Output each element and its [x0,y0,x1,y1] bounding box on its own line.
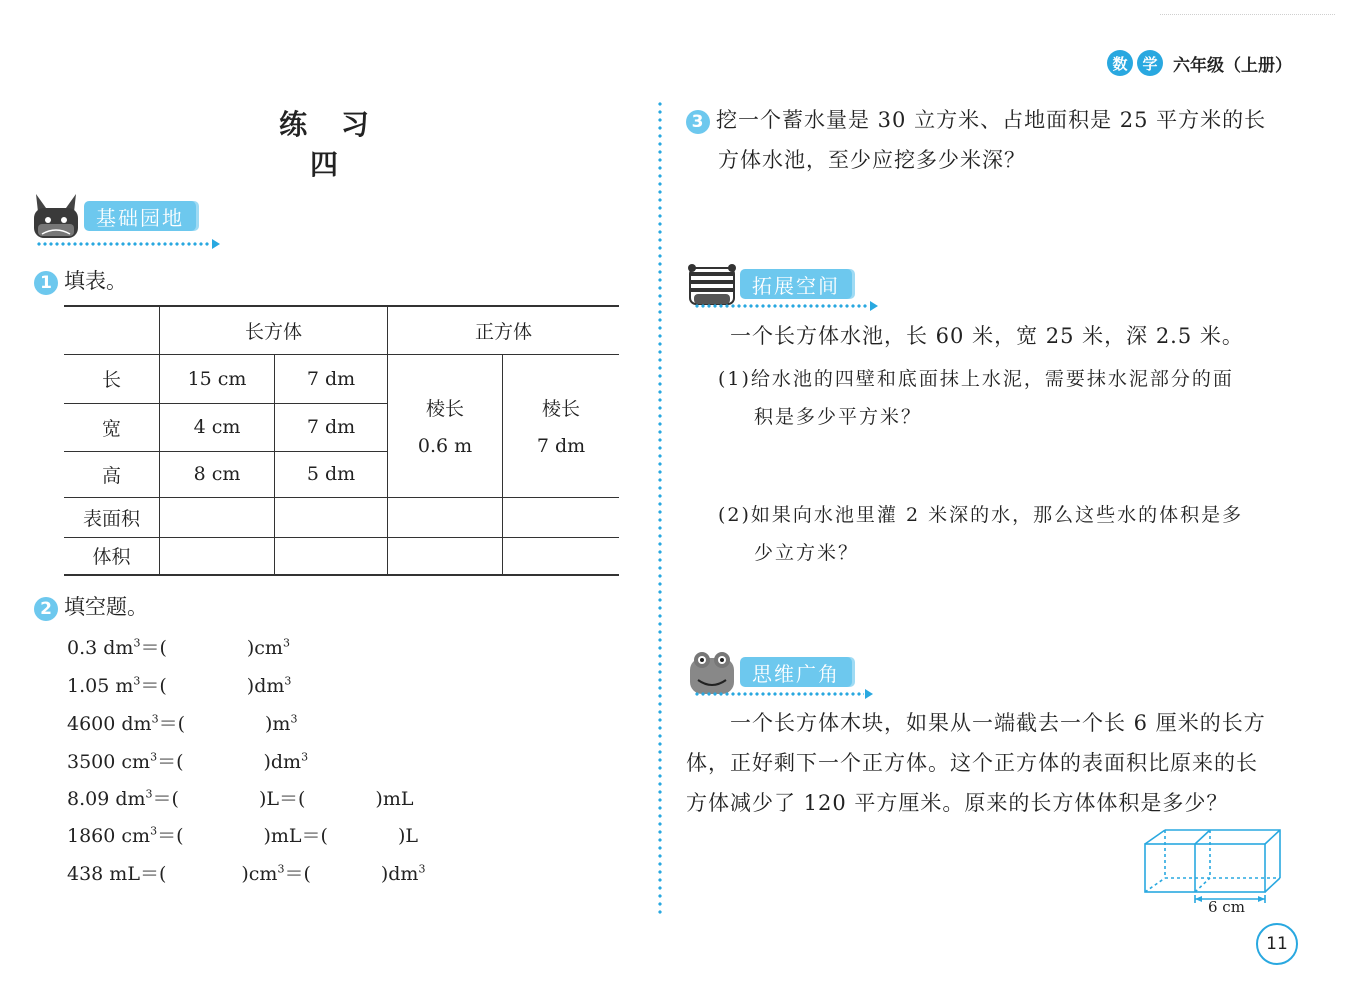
subject-char-2: 学 [1137,50,1163,76]
expand-intro: 一个长方体水池，长 60 米，宽 25 米，深 2.5 米。 [730,324,1244,348]
page-title: 练 习 四 [279,108,381,181]
fb-unit: )mL＝( [263,825,328,847]
fb-exp: 3 [282,636,290,650]
fb-exp: 3 [290,712,298,726]
fb-unit: )cm [241,863,278,885]
fb-exp: 3 [133,674,141,688]
fb-unit: )mL [375,788,414,810]
fill-blank-6 [67,821,418,848]
arrow-icon [870,301,878,311]
fb-term: 1860 cm [67,825,151,847]
expand-p2a: (2)如果向水池里灌 2 米深的水，那么这些水的体积是多 [718,504,1244,526]
cuboid-a-width: 4 cm [160,403,275,451]
fill-blank-5 [67,784,413,811]
fb-exp: 3 [145,787,153,801]
fb-unit: )dm [380,863,419,885]
q2-number: 2 [34,597,58,621]
fb-unit: )dm [263,751,302,773]
section-thinking-banner [686,646,852,698]
fb-term: 4600 dm [67,713,152,735]
fb-term: 0.3 dm [67,637,134,659]
section-basic-label: 基础园地 [84,201,196,231]
zebra-mascot-icon [686,258,738,310]
arrow-icon [212,239,220,249]
fill-table [64,305,619,576]
fb-exp: 3 [133,636,141,650]
row-label-width: 宽 [64,403,160,451]
subject-char-1: 数 [1107,50,1133,76]
q3-block [686,100,1306,180]
fb-exp: 3 [418,862,426,876]
answer-cell[interactable] [503,537,620,575]
rabbit-mascot-icon [30,190,82,242]
section-thinking-label: 思维广角 [740,657,852,687]
thinking-line1: 一个长方体木块，如果从一端截去一个长 6 厘米的长方 [730,711,1266,735]
fill-blank-7 [67,859,425,886]
thinking-line3: 方体减少了 120 平方厘米。原来的长方体体积是多少？ [686,791,1229,815]
arrow-icon [865,689,873,699]
q1-prompt: 填表。 [64,269,127,293]
section-expand-label: 拓展空间 [740,269,852,299]
grade-label: 六年级（上册） [1173,55,1292,76]
frog-mascot-icon [686,646,738,698]
fb-term: 3500 cm [67,751,151,773]
thinking-block [686,703,1306,823]
thinking-line2: 体，正好剩下一个正方体。这个正方体的表面积比原来的长 [686,751,1258,775]
cuboid-figure [1140,826,1290,921]
q3-number: 3 [686,110,710,134]
page-header [1107,50,1292,76]
section-basic-underline [36,242,211,246]
q2-prompt: 填空题。 [64,595,148,619]
answer-cell[interactable] [388,497,503,537]
fb-unit: )cm [246,637,283,659]
q3-line1: 挖一个蓄水量是 30 立方米、占地面积是 25 平方米的长 [716,108,1267,132]
fb-open: ＝( [157,751,184,773]
fb-open: ＝( [157,825,184,847]
cuboid-a-length: 15 cm [160,354,275,403]
fill-blank-4 [67,747,308,774]
cuboid-b-width: 7 dm [275,403,388,451]
section-basic-banner [30,190,196,242]
fb-term: 1.05 m [67,675,134,697]
fb-exp: 3 [277,862,285,876]
fb-open: ＝( [158,713,185,735]
expand-p2b: 少立方米？ [754,542,860,564]
fb-unit: )L [397,825,418,847]
answer-cell[interactable] [275,497,388,537]
fb-term: 8.09 dm [67,788,146,810]
q1-heading [34,265,127,295]
row-label-surface-area: 表面积 [64,497,160,537]
cuboid-b-height: 5 dm [275,451,388,497]
fb-exp: 3 [151,712,159,726]
fb-exp: 3 [150,750,158,764]
row-label-volume: 体积 [64,537,160,575]
answer-cell[interactable] [388,537,503,575]
expand-p1a: (1)给水池的四壁和底面抹上水泥，需要抹水泥部分的面 [718,368,1234,390]
expand-p1b: 积是多少平方米？ [754,406,923,428]
fb-unit: )L＝( [258,788,306,810]
q3-line2: 方体水池，至少应挖多少米深？ [718,148,1026,172]
cuboid-dimension-label: 6 cm [1208,898,1245,916]
table-head-cube: 正方体 [388,306,620,354]
fb-open: ＝( [284,863,311,885]
fill-blank-2 [67,671,291,698]
top-rule [1160,14,1335,15]
cube-b-edge-value: 7 dm [536,435,586,457]
fill-blank-1 [67,633,290,660]
cuboid-a-height: 8 cm [160,451,275,497]
fb-open: ＝( [140,637,167,659]
q1-number: 1 [34,271,58,295]
cube-a-edge-label: 棱长 [425,398,464,420]
table-head-cuboid: 长方体 [160,306,388,354]
answer-cell[interactable] [160,537,275,575]
page-number: 11 [1256,923,1298,965]
cube-a-edge-value: 0.6 m [417,435,473,457]
answer-cell[interactable] [160,497,275,537]
q2-heading [34,591,148,621]
fb-open: ＝( [140,675,167,697]
answer-cell[interactable] [275,537,388,575]
cube-b-edge-label: 棱长 [541,398,580,420]
section-expand-banner [686,258,852,310]
row-label-length: 长 [64,354,160,403]
cuboid-b-length: 7 dm [275,354,388,403]
row-label-height: 高 [64,451,160,497]
fb-unit: )dm [246,675,285,697]
answer-cell[interactable] [503,497,620,537]
fb-term: 438 mL＝( [67,863,167,885]
section-thinking-underline [694,692,864,696]
cube-a-edge [388,354,503,497]
section-expand-underline [694,304,869,308]
page-divider [657,100,663,915]
fill-blank-3 [67,709,297,736]
table-corner [64,306,160,354]
fb-exp: 3 [301,750,309,764]
fb-open: ＝( [152,788,179,810]
fb-exp: 3 [284,674,292,688]
cube-b-edge [503,354,620,497]
fb-unit: )m [265,713,291,735]
fb-exp: 3 [150,824,158,838]
